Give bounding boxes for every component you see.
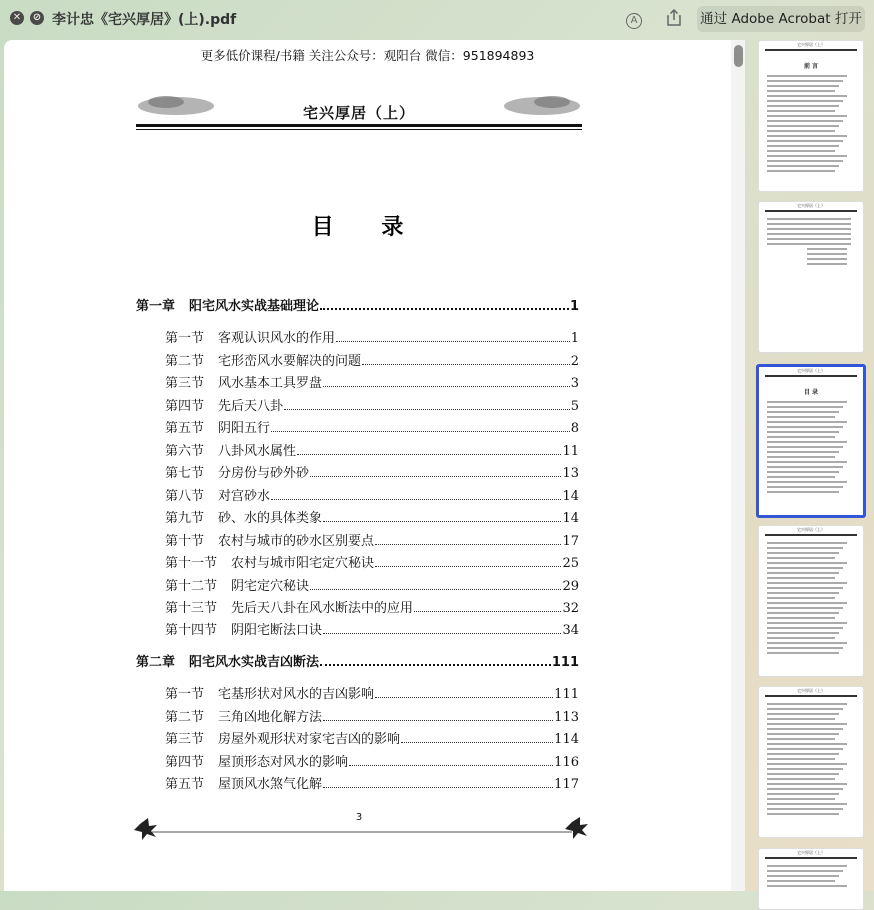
thumbnail-text-line: [767, 120, 843, 122]
toc-number: 第二节: [165, 354, 205, 369]
thumbnail-text-line: [767, 567, 843, 569]
page-thumbnail[interactable]: [758, 525, 864, 677]
toc-number: 第九节: [165, 511, 205, 526]
thumbnail-text-line: [767, 481, 847, 483]
toc-leader-dots: [320, 307, 569, 310]
toc-section-row[interactable]: [165, 530, 579, 549]
thumbnail-text-line: [767, 617, 835, 619]
toc-number: 第一章: [136, 299, 176, 314]
thumbnail-text-line: [767, 75, 847, 77]
toc-leader-dots: [310, 588, 561, 590]
thumbnail-text-line: [807, 248, 847, 250]
banner-title: 宅兴厚居（上）: [302, 104, 415, 122]
toc-title: 风水基本工具罗盘: [218, 376, 323, 391]
toc-page-number: 116: [554, 755, 579, 770]
thumbnail-text-line: [767, 456, 835, 458]
toc-leader-dots: [284, 408, 570, 410]
thumbnail-text-line: [767, 627, 843, 629]
thumbnail-text-line: [767, 612, 839, 614]
thumbnail-text-line: [767, 406, 843, 408]
thumbnail-text-line: [767, 587, 843, 589]
thumbnail-text-line: [767, 411, 839, 413]
thumbnail-text-line: [767, 758, 835, 760]
toc-section-row[interactable]: [165, 485, 579, 504]
toc-number: 第十二节: [165, 579, 218, 594]
toc-chapter-row[interactable]: [136, 295, 579, 314]
toc-section-row[interactable]: [165, 683, 579, 702]
thumbnail-text-line: [807, 253, 847, 255]
toc-number: 第六节: [165, 444, 205, 459]
toc-title: 阴宅定穴秘诀: [231, 579, 310, 594]
toc-page-number: 17: [562, 534, 579, 549]
thumbnail-text-line: [767, 763, 847, 765]
toc-title: 农村与城市阳宅定穴秘诀: [231, 556, 375, 571]
thumbnail-text-line: [767, 743, 847, 745]
toc-number: 第二章: [136, 655, 176, 670]
thumbnail-text-line: [767, 728, 843, 730]
toc-section-row[interactable]: [165, 706, 579, 725]
toc-page-number: 11: [562, 444, 579, 459]
toc-section-row[interactable]: [165, 575, 579, 594]
thumbnail-text-line: [767, 115, 847, 117]
thumbnail-text-line: [767, 798, 835, 800]
thumbnail-header-rule: [765, 695, 857, 697]
thumbnail-text-line: [767, 80, 843, 82]
toc-number: 第八节: [165, 489, 205, 504]
toc-title: 阳宅风水实战基础理论: [189, 299, 320, 314]
thumbnail-text-line: [807, 258, 847, 260]
thumbnail-text-line: [767, 90, 835, 92]
thumbnail-text-line: [767, 421, 847, 423]
page-header-text: 更多低价课程/书籍 关注公众号：观阳台 微信：951894893: [200, 48, 535, 63]
toc-section-row[interactable]: [165, 773, 579, 792]
thumbnail-text-line: [767, 572, 839, 574]
toc-page-number: 14: [562, 489, 579, 504]
toc-section-row[interactable]: [165, 372, 579, 391]
thumbnail-text-line: [767, 471, 839, 473]
thumbnail-text-line: [767, 85, 839, 87]
close-icon[interactable]: ✕: [10, 11, 24, 25]
thumbnail-header: 宅兴厚居（上）: [797, 688, 825, 693]
share-icon[interactable]: [664, 9, 684, 29]
thumbnail-text-line: [767, 788, 843, 790]
toc-chapter-row[interactable]: [136, 651, 579, 670]
thumbnail-text-line: [767, 808, 843, 810]
thumbnail-text-line: [767, 803, 847, 805]
thumbnail-text-line: [767, 768, 843, 770]
toc-number: 第五节: [165, 777, 205, 792]
thumbnail-text-line: [767, 125, 839, 127]
thumbnail-text-line: [767, 110, 835, 112]
thumbnail-text-line: [767, 793, 839, 795]
thumbnail-text-line: [767, 718, 835, 720]
toc-page-number: 1: [570, 331, 579, 346]
thumbnail-text-line: [767, 778, 835, 780]
toc-page-number: 25: [562, 556, 579, 571]
toc-number: 第四节: [165, 755, 205, 770]
thumbnail-text-line: [767, 95, 847, 97]
page-thumbnail[interactable]: [758, 40, 864, 192]
thumbnail-text-line: [767, 238, 851, 240]
toc-page-number: 3: [570, 376, 579, 391]
document-view[interactable]: [4, 40, 745, 891]
thumbnail-text-line: [767, 870, 843, 872]
toc-title: 宅形峦风水要解决的问题: [218, 354, 362, 369]
toc-title: 屋顶风水煞气化解: [218, 777, 323, 792]
toc-leader-dots: [297, 453, 561, 455]
toc-page-number: 111: [551, 655, 579, 670]
open-in-acrobat-button[interactable]: 通过 Adobe Acrobat 打开: [697, 6, 865, 32]
toc-leader-dots: [271, 498, 561, 500]
thumbnail-text-line: [767, 436, 835, 438]
toc-number: 第一节: [165, 331, 205, 346]
toc-title: 对宫砂水: [218, 489, 271, 504]
toc-leader-dots: [323, 632, 561, 634]
thumbnail-text-line: [767, 703, 847, 705]
toc-number: 第十节: [165, 534, 205, 549]
toc-leader-dots: [271, 430, 570, 432]
toc-title: 房屋外观形状对家宅吉凶的影响: [218, 732, 401, 747]
toc-title: 阴阳五行: [218, 421, 271, 436]
thumbnail-text-line: [767, 708, 843, 710]
toc-number: 第五节: [165, 421, 205, 436]
thumbnail-header-rule: [765, 857, 857, 859]
toc-leader-dots: [349, 764, 553, 766]
thumbnail-text-line: [767, 607, 843, 609]
thumbnail-header: 宅兴厚居（上）: [797, 368, 825, 373]
toc-page-number: 34: [562, 623, 579, 638]
toc-section-row[interactable]: [165, 619, 579, 638]
toc-page-number: 13: [562, 466, 579, 481]
toc-title: 八卦风水属性: [218, 444, 297, 459]
thumbnail-text-line: [767, 476, 835, 478]
thumbnail-text-line: [767, 100, 843, 102]
title-banner: [136, 92, 582, 132]
toc-page-number: 111: [554, 687, 579, 702]
toc-title: 先后天八卦在风水断法中的应用: [231, 601, 414, 616]
thumbnail-text-line: [767, 466, 843, 468]
toc-section-row[interactable]: [165, 728, 579, 747]
thumbnail-header-rule: [765, 534, 857, 536]
thumbnail-text-line: [767, 416, 835, 418]
toc-page-number: 1: [569, 299, 579, 314]
toc-section-row[interactable]: [165, 507, 579, 526]
thumbnail-text-line: [767, 461, 847, 463]
thumbnail-text-line: [767, 813, 839, 815]
toc-heading: 目 录: [311, 214, 424, 240]
toc-title: 农村与城市的砂水区别要点: [218, 534, 375, 549]
thumbnail-text-line: [767, 557, 835, 559]
thumbnail-text-line: [767, 773, 839, 775]
banner-rule-thin: [136, 129, 582, 130]
toc-title: 阳宅风水实战吉凶断法: [189, 655, 320, 670]
thumbnail-text-line: [767, 223, 851, 225]
thumbnail-text-line: [767, 733, 839, 735]
thumbnail-text-line: [767, 441, 847, 443]
toc-number: 第四节: [165, 399, 205, 414]
thumbnail-text-line: [767, 160, 843, 162]
toc-title: 客观认识风水的作用: [218, 331, 336, 346]
thumbnail-text-line: [767, 105, 839, 107]
toc-leader-dots: [336, 340, 570, 342]
thumbnail-text-line: [767, 130, 835, 132]
thumbnail-text-line: [767, 140, 843, 142]
toc-section-row[interactable]: [165, 327, 579, 346]
toc-number: 第三节: [165, 732, 205, 747]
window-title: 李计忠《宅兴厚居》(上).pdf: [52, 12, 237, 28]
minus-circle-icon[interactable]: ⊘: [30, 11, 44, 25]
toc-number: 第一节: [165, 687, 205, 702]
thumbnail-text-line: [767, 218, 851, 220]
toc-title: 屋顶形态对风水的影响: [218, 755, 349, 770]
toc-section-row[interactable]: [165, 597, 579, 616]
toc-number: 第十一节: [165, 556, 218, 571]
title-bar: [0, 0, 874, 38]
toc-leader-dots: [375, 565, 561, 567]
toc-title: 分房份与砂外砂: [218, 466, 310, 481]
thumbnail-text-line: [767, 632, 839, 634]
thumbnail-text-line: [767, 243, 851, 245]
toc-section-row[interactable]: [165, 751, 579, 770]
scrollbar-thumb[interactable]: [734, 45, 743, 67]
thumbnail-text-line: [767, 738, 835, 740]
pdf-page: [4, 40, 731, 891]
thumbnail-text-line: [767, 426, 843, 428]
toc-number: 第二节: [165, 710, 205, 725]
page-thumbnail[interactable]: [758, 201, 864, 353]
toc-section-row[interactable]: [165, 440, 579, 459]
markup-icon[interactable]: A: [624, 9, 644, 29]
thumbnail-text-line: [767, 491, 839, 493]
toc-page-number: 5: [570, 399, 579, 414]
toc-page-number: 14: [562, 511, 579, 526]
thumbnail-text-line: [767, 135, 847, 137]
thumbnail-text-line: [767, 723, 847, 725]
toc-leader-dots: [323, 520, 561, 522]
thumbnail-header-rule: [765, 49, 857, 51]
toc-leader-dots: [323, 385, 570, 387]
toc-page-number: 113: [554, 710, 579, 725]
toc-leader-dots: [375, 696, 553, 698]
thumbnail-text-line: [767, 451, 839, 453]
thumbnail-text-line: [767, 885, 847, 887]
thumbnail-text-line: [767, 652, 839, 654]
page-thumbnail[interactable]: [758, 848, 864, 910]
toc-leader-dots: [323, 786, 553, 788]
thumbnail-text-line: [767, 562, 847, 564]
thumbnail-text-line: [767, 602, 847, 604]
toc-title: 三角凶地化解方法: [218, 710, 323, 725]
toc-page-number: 8: [570, 421, 579, 436]
toc-leader-dots: [320, 663, 551, 666]
thumbnail-header: 宅兴厚居（上）: [797, 42, 825, 47]
thumbnail-text-line: [767, 401, 847, 403]
toc-number: 第十三节: [165, 601, 218, 616]
thumbnail-text-line: [767, 577, 835, 579]
thumbnail-text-line: [767, 547, 843, 549]
toc-leader-dots: [401, 741, 553, 743]
thumbnail-text-line: [767, 642, 847, 644]
banner-rule: [136, 124, 582, 127]
toc-page-number: 2: [570, 354, 579, 369]
page-thumbnail[interactable]: [758, 686, 864, 838]
toc-title: 宅基形状对风水的吉凶影响: [218, 687, 375, 702]
thumbnail-header-rule: [765, 375, 857, 377]
toc-leader-dots: [310, 475, 561, 477]
thumbnail-title: 目 录: [803, 389, 819, 396]
toc-section-row[interactable]: [165, 417, 579, 436]
page-thumbnail[interactable]: [756, 364, 866, 518]
thumbnail-text-line: [767, 486, 843, 488]
thumbnail-text-line: [767, 155, 847, 157]
thumbnail-sidebar[interactable]: [752, 40, 874, 891]
thumbnail-header: 宅兴厚居（上）: [797, 850, 825, 855]
thumbnail-text-line: [767, 228, 851, 230]
page-number: 3: [355, 812, 363, 823]
toc-page-number: 32: [562, 601, 579, 616]
thumbnail-header: 宅兴厚居（上）: [797, 527, 825, 532]
thumbnail-text-line: [767, 748, 843, 750]
toc-number: 第十四节: [165, 623, 218, 638]
toc-title: 先后天八卦: [218, 399, 284, 414]
thumbnail-text-line: [767, 713, 839, 715]
toc-leader-dots: [362, 363, 570, 365]
toc-leader-dots: [375, 543, 561, 545]
thumbnail-text-line: [767, 880, 835, 882]
thumbnail-text-line: [767, 783, 847, 785]
thumbnail-text-line: [767, 597, 835, 599]
toc-page-number: 114: [554, 732, 579, 747]
scrollbar[interactable]: [731, 40, 745, 891]
thumbnail-text-line: [767, 865, 847, 867]
thumbnail-text-line: [767, 170, 835, 172]
thumbnail-text-line: [767, 622, 847, 624]
thumbnail-title: 前 言: [803, 63, 819, 70]
thumbnail-text-line: [767, 233, 851, 235]
toc-section-row[interactable]: [165, 462, 579, 481]
toc-number: 第七节: [165, 466, 205, 481]
thumbnail-text-line: [767, 753, 839, 755]
thumbnail-text-line: [767, 592, 839, 594]
toc-leader-dots: [323, 719, 553, 721]
toc-section-row[interactable]: [165, 552, 579, 571]
thumbnail-text-line: [767, 582, 847, 584]
thumbnail-text-line: [767, 542, 847, 544]
thumbnail-text-line: [767, 552, 839, 554]
thumbnail-text-line: [767, 165, 839, 167]
toc-section-row[interactable]: [165, 395, 579, 414]
toc-title: 砂、水的具体类象: [218, 511, 323, 526]
toc-number: 第三节: [165, 376, 205, 391]
thumbnail-header: 宅兴厚居（上）: [797, 203, 825, 208]
thumbnail-text-line: [767, 150, 835, 152]
toc-leader-dots: [414, 610, 561, 612]
thumbnail-text-line: [767, 637, 835, 639]
thumbnail-text-line: [807, 263, 847, 265]
thumbnail-text-line: [767, 431, 839, 433]
toc-page-number: 117: [554, 777, 579, 792]
toc-section-row[interactable]: [165, 350, 579, 369]
thumbnail-text-line: [767, 145, 839, 147]
thumbnail-header-rule: [765, 210, 857, 212]
toc-title: 阴阳宅断法口诀: [231, 623, 323, 638]
thumbnail-text-line: [767, 647, 843, 649]
thumbnail-text-line: [767, 875, 839, 877]
toc-page-number: 29: [562, 579, 579, 594]
thumbnail-text-line: [767, 446, 843, 448]
